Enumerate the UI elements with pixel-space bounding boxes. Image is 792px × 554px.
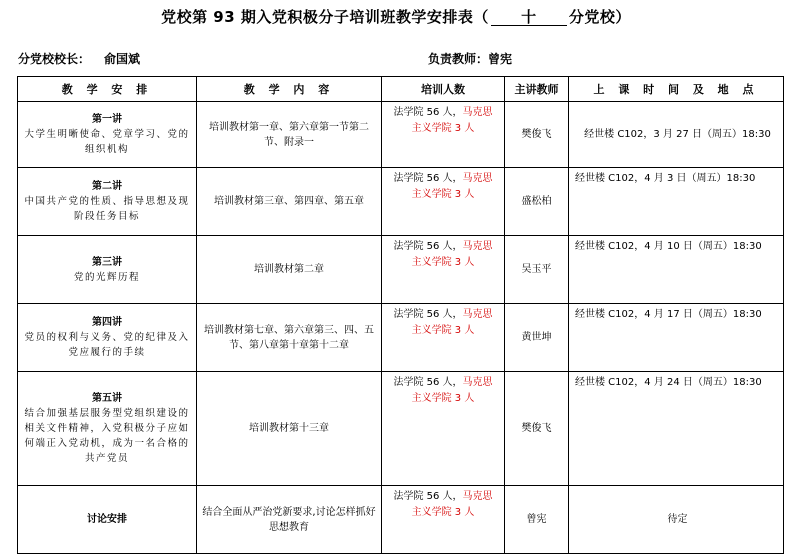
count-law: 法学院 56 人， (393, 309, 463, 320)
table-row (18, 486, 784, 554)
content-cell: 培训教材第二章 (197, 236, 382, 304)
teacher-cell: 曾宪 (505, 486, 569, 554)
time-cell: 经世楼 C102，4 月 17 日（周五）18:30 (569, 304, 784, 372)
count-cell (382, 102, 505, 168)
count-marxism-a: 马克思 (462, 377, 493, 388)
table-row (18, 102, 784, 168)
count-cell (382, 236, 505, 304)
content-cell: 培训教材第一章、第六章第一节第二节、附录一 (197, 102, 382, 168)
title-branch-number: 十 (491, 9, 567, 26)
count-cell (382, 304, 505, 372)
teacher-name: 曾宪 (488, 52, 513, 66)
count-marxism-a: 马克思 (462, 173, 493, 184)
lesson-cell (18, 486, 197, 554)
title-suffix: 分党校） (568, 8, 631, 26)
lesson-desc: 党员的权利与义务、党的纪律及入党应履行的手续 (24, 332, 190, 358)
count-marxism-a: 马克思 (462, 107, 493, 118)
teacher-cell: 黄世坤 (505, 304, 569, 372)
lesson-cell (18, 236, 197, 304)
count-law: 法学院 56 人， (393, 107, 463, 118)
count-marxism-a: 马克思 (462, 309, 493, 320)
count-marxism-b: 主义学院 3 人 (411, 123, 475, 134)
lesson-desc: 中国共产党的性质、指导思想及现阶段任务目标 (24, 196, 190, 222)
count-cell (382, 372, 505, 486)
header-count: 培训人数 (382, 77, 505, 102)
page-title (0, 6, 792, 27)
teacher-cell: 樊俊飞 (505, 372, 569, 486)
lesson-title: 第五讲 (92, 393, 122, 404)
content-cell: 培训教材第三章、第四章、第五章 (197, 168, 382, 236)
table-header-row (18, 77, 784, 102)
count-law: 法学院 56 人， (393, 377, 463, 388)
count-law: 法学院 56 人， (393, 241, 463, 252)
lesson-desc: 大学生明晰使命、党章学习、党的组织机构 (24, 129, 190, 155)
teacher-cell: 樊俊飞 (505, 102, 569, 168)
count-marxism-b: 主义学院 3 人 (411, 325, 475, 336)
content-cell: 培训教材第七章、第六章第三、四、五节、第八章第十章第十二章 (197, 304, 382, 372)
teacher-cell: 盛松柏 (505, 168, 569, 236)
lesson-cell (18, 304, 197, 372)
title-prefix: 党校第 93 期入党积极分子培训班教学安排表（ (161, 8, 489, 26)
time-cell: 经世楼 C102，4 月 24 日（周五）18:30 (569, 372, 784, 486)
lesson-cell (18, 168, 197, 236)
principal-name: 俞国斌 (104, 52, 141, 66)
lesson-title: 第三讲 (92, 256, 122, 268)
teacher-line (428, 50, 512, 67)
count-cell (382, 168, 505, 236)
lesson-title: 第四讲 (92, 317, 122, 328)
time-cell: 经世楼 C102，4 月 10 日（周五）18:30 (569, 236, 784, 304)
count-cell (382, 486, 505, 554)
lesson-title: 讨论安排 (87, 514, 127, 525)
content-cell: 培训教材第十三章 (197, 372, 382, 486)
header-time-place: 上 课 时 间 及 地 点 (569, 77, 784, 102)
time-cell: 经世楼 C102，4 月 3 日（周五）18:30 (569, 168, 784, 236)
principal-line (18, 50, 140, 67)
table-row (18, 236, 784, 304)
count-marxism-a: 马克思 (462, 491, 493, 502)
header-lesson: 教 学 安 排 (18, 77, 197, 102)
header-teacher: 主讲教师 (505, 77, 569, 102)
lesson-title: 第一讲 (92, 114, 122, 125)
time-cell: 经世楼 C102，3 月 27 日（周五）18:30 (569, 102, 784, 168)
table-row (18, 168, 784, 236)
table-row (18, 372, 784, 486)
lesson-title: 第二讲 (92, 181, 122, 192)
content-cell: 结合全面从严治党新要求,讨论怎样抓好思想教育 (197, 486, 382, 554)
schedule-table (17, 76, 784, 554)
teacher-cell: 吴玉平 (505, 236, 569, 304)
header-content: 教 学 内 容 (197, 77, 382, 102)
count-marxism-b: 主义学院 3 人 (411, 393, 475, 404)
count-marxism-b: 主义学院 3 人 (411, 257, 475, 268)
count-law: 法学院 56 人， (393, 173, 463, 184)
lesson-desc: 党的光辉历程 (73, 271, 140, 283)
lesson-cell (18, 102, 197, 168)
count-marxism-b: 主义学院 3 人 (411, 507, 475, 518)
time-cell: 待定 (569, 486, 784, 554)
count-marxism-a: 马克思 (462, 241, 493, 252)
teacher-label: 负责教师： (428, 52, 489, 66)
count-marxism-b: 主义学院 3 人 (411, 189, 475, 200)
count-law: 法学院 56 人， (393, 491, 463, 502)
principal-label: 分党校校长： (18, 52, 91, 66)
lesson-desc: 结合加强基层服务型党组织建设的相关文件精神，入党积极分子应如何端正入党动机，成为一名合格的共产党员 (24, 408, 190, 464)
lesson-cell (18, 372, 197, 486)
table-row (18, 304, 784, 372)
